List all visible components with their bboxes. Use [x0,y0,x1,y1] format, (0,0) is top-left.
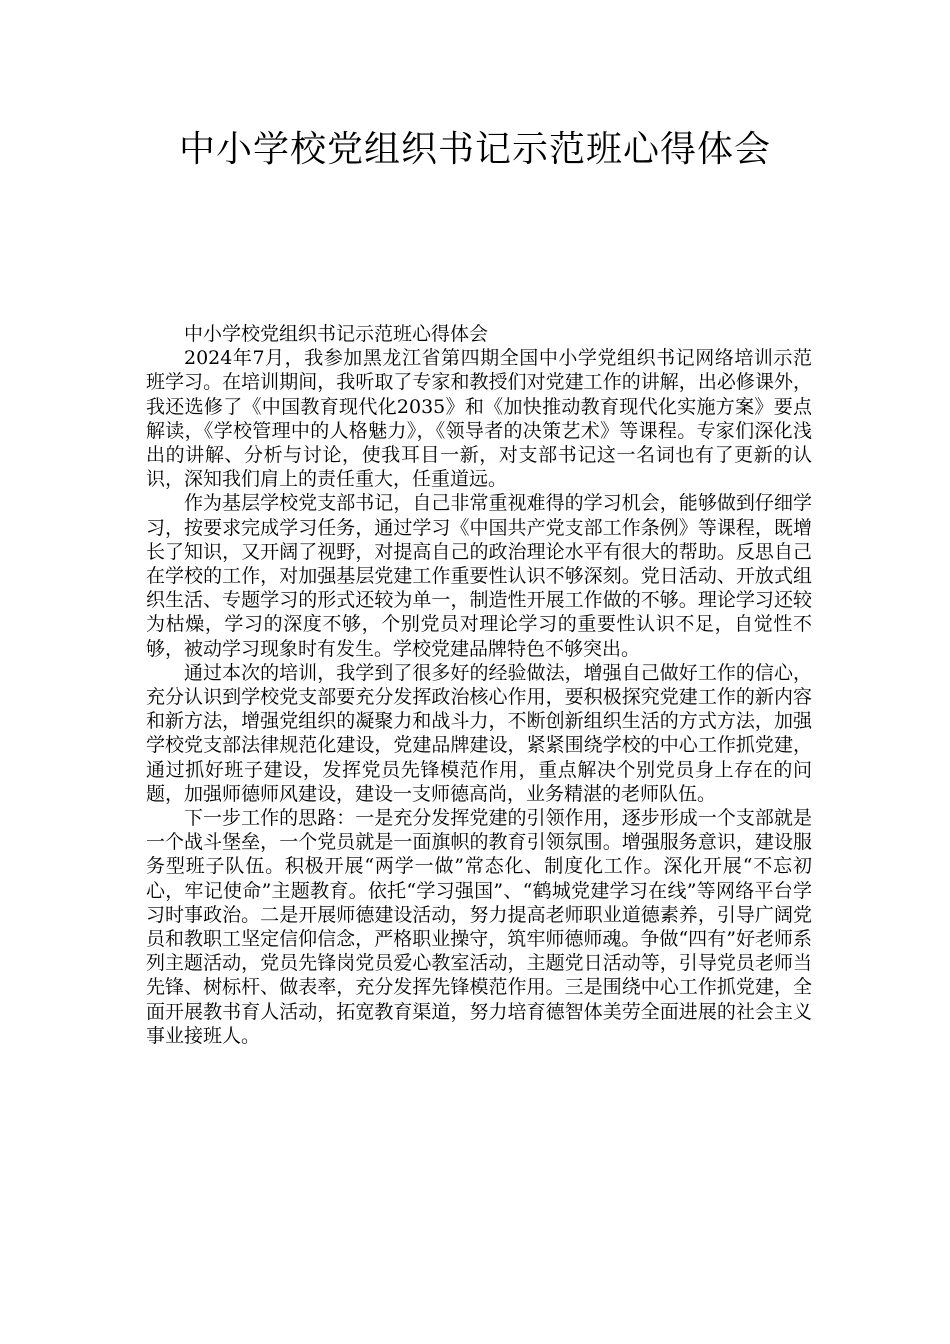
paragraph: 通过本次的培训，我学到了很多好的经验做法，增强自己做好工作的信心，充分认识到学校党支部要充分发挥政治核心作用，要积极探究党建工作的新内容和新方法，增强党组织的凝聚力和战斗力，不断创新组织生活的方式方法，加强学校党支部法律规范化建设，党建品牌建设，紧紧围绕学校的中心工作抓党建，通过抓好班子建设，发挥党员先锋模范作用，重点解决个别党员身上存在的问题，加强师德师风建设，建设一支师德高尚，业务精湛的老师队伍。 [146,661,812,805]
paragraph: 下一步工作的思路：一是充分发挥党建的引领作用，逐步形成一个支部就是一个战斗堡垒，一个党员就是一面旗帜的教育引领氛围。增强服务意识，建设服务型班子队伍。积极开展“两学一做”常态化、制度化工作。深化开展“不忘初心，牢记使命”主题教育。依托“学习强国”、“鹤城党建学习在线”等网络平台学习时事政治。二是开展师德建设活动，努力提高老师职业道德素养，引导广阔党员和教职工坚定信仰信念，严格职业操守，筑牢师德师魂。争做“四有”好老师系列主题活动，党员先锋岗党员爱心教室活动，主题党日活动等，引导党员老师当先锋、树标杆、做表率，充分发挥先锋模范作用。三是围绕中心工作抓党建，全面开展教书育人活动，拓宽教育渠道，努力培育德智体美劳全面进展的社会主义事业接班人。 [146,807,812,1047]
document-title: 中小学校党组织书记示范班心得体会 [178,129,771,170]
paragraph: 作为基层学校党支部书记，自己非常重视难得的学习机会，能够做到仔细学习，按要求完成学习任务，通过学习《中国共产党支部工作条例》等课程，既增长了知识，又开阔了视野，对提高自己的政治理论水平有很大的帮助。反思自己在学校的工作，对加强基层党建工作重要性认识不够深刻。党日活动、开放式组织生活、专题学习的形式还较为单一，制造性开展工作做的不够。理论学习还较为枯燥，学习的深度不够，个别党员对理论学习的重要性认识不足，自觉性不够，被动学习现象时有发生。学校党建品牌特色不够突出。 [146,492,812,660]
document-body [146,322,812,1048]
document-subtitle: 中小学校党组织书记示范班心得体会 [184,323,489,345]
paragraph: 2024年7月，我参加黑龙江省第四期全国中小学党组织书记网络培训示范班学习。在培训期间，我听取了专家和教授们对党建工作的讲解，出必修课外，我还选修了《中国教育现代化2035》和《加快推动教育现代化实施方案》要点解读，《学校管理中的人格魅力》，《领导者的决策艺术》等课程。专家们深化浅出的讲解、分析与讨论，使我耳目一新，对支部书记这一名词也有了更新的认识，深知我们肩上的责任重大，任重道远。 [146,347,812,491]
